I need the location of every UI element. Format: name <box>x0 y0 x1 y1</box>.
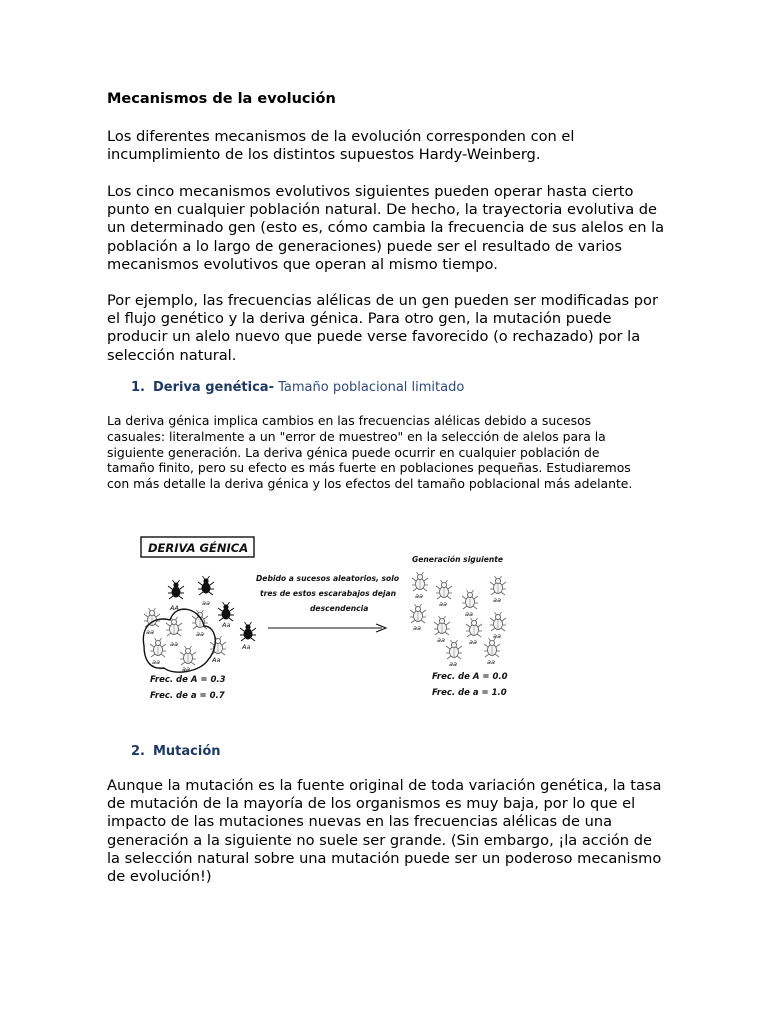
section-heading-mutation <box>131 744 221 759</box>
section-number: 1. <box>131 380 145 395</box>
beetle-icon <box>180 646 196 665</box>
drift-paragraph: La deriva génica implica cambios en las frecuencias alélicas debido a sucesos casuales: literalmente a un "error de muestreo" en la selección de alelos para la siguiente generación. La deriva génica puede ocurrir en cualquier población de tamaño finito, pero su efecto es más fuerte en poblaciones pequeñas. Estudiaremos con más detalle la deriva génica y los efectos del tamaño poblacional más adelante. <box>107 413 633 492</box>
genotype-label: aa <box>413 624 421 632</box>
genotype-label: aa <box>182 665 190 673</box>
beetle-icon <box>410 604 426 623</box>
beetle-icon <box>412 572 428 591</box>
section-subtitle: Tamaño poblacional limitado <box>278 380 465 395</box>
genotype-label: aa <box>437 636 445 644</box>
beetle-icon <box>198 576 214 595</box>
section-heading-drift <box>131 380 464 395</box>
left-freq-A: Frec. de A = 0.3 <box>150 675 226 685</box>
left-population <box>144 576 256 673</box>
genotype-label: aa <box>146 628 154 636</box>
next-generation-label: Generación siguiente <box>412 555 504 564</box>
beetle-icon <box>490 576 506 595</box>
beetle-icon <box>446 640 462 659</box>
genotype-label: Aa <box>222 621 231 629</box>
caption-line-2: tres de estos escarabajos dejan <box>260 589 397 598</box>
mutation-paragraph: Aunque la mutación es la fuente original de toda variación genética, la tasa de mutación de la mayoría de los organismos es muy baja, por lo que el impacto de las mutaciones nuevas en las frecuencias alélicas de una generación a la siguiente no suele ser grande. (Sin embargo, ¡la acción de la selección natural sobre una mutación puede ser un poderoso mecanismo de evolución!) <box>107 777 662 886</box>
genotype-label: aa <box>170 640 178 648</box>
genotype-label: AA <box>170 604 179 612</box>
caption-line-3: descendencia <box>310 604 369 613</box>
figure-label: DERIVA GÉNICA <box>148 541 249 555</box>
section-title: Mutación <box>152 744 221 759</box>
beetle-icon <box>466 618 482 637</box>
right-population <box>410 572 506 668</box>
genotype-label: aa <box>415 592 423 600</box>
genotype-label: aa <box>152 658 160 666</box>
genotype-label: aa <box>449 660 457 668</box>
beetle-icon <box>490 612 506 631</box>
section-number: 2. <box>131 744 145 759</box>
beetle-icon <box>150 638 166 657</box>
beetle-icon <box>462 590 478 609</box>
mechanisms-paragraph: Los cinco mecanismos evolutivos siguientes pueden operar hasta cierto punto en cualquier población natural. De hecho, la trayectoria evolutiva de un determinado gen (esto es, cómo cambia la frecuencia de sus alelos en la población a lo largo de generaciones) puede ser el resultado de varios mecanismos evolutivos que operan al mismo tiempo. <box>107 183 665 273</box>
page-title: Mecanismos de la evolución <box>107 91 336 107</box>
right-freq-a: Frec. de a = 1.0 <box>432 688 507 698</box>
beetle-icon <box>240 622 256 641</box>
beetle-icon <box>434 616 450 635</box>
beetle-icon <box>436 580 452 599</box>
genotype-label: aa <box>487 658 495 666</box>
beetle-icon <box>144 608 160 627</box>
genotype-label: aa <box>196 630 204 638</box>
genotype-label: aa <box>465 610 473 618</box>
genotype-label: Aa <box>212 656 221 664</box>
genetic-drift-figure <box>130 528 520 708</box>
genotype-label: aa <box>202 599 210 607</box>
intro-paragraph: Los diferentes mecanismos de la evolución corresponden con el incumplimiento de los distintos supuestos Hardy-Weinberg. <box>107 128 575 164</box>
caption-line-1: Debido a sucesos aleatorios, solo <box>256 574 400 583</box>
genotype-label: aa <box>469 638 477 646</box>
section-title: Deriva genética- <box>152 380 274 395</box>
beetle-icon <box>218 602 234 621</box>
beetle-icon <box>484 638 500 657</box>
genotype-label: aa <box>493 596 501 604</box>
genotype-label: aa <box>439 600 447 608</box>
right-freq-A: Frec. de A = 0.0 <box>432 672 508 682</box>
example-paragraph: Por ejemplo, las frecuencias alélicas de un gen pueden ser modificadas por el flujo genético y la deriva génica. Para otro gen, la mutación puede producir un alelo nuevo que puede verse favorecido (o rechazado) por la selección natural. <box>107 292 658 364</box>
genotype-label: aa <box>493 632 501 640</box>
beetle-icon <box>168 580 184 599</box>
left-freq-a: Frec. de a = 0.7 <box>150 691 225 701</box>
genotype-label: Aa <box>242 643 251 651</box>
